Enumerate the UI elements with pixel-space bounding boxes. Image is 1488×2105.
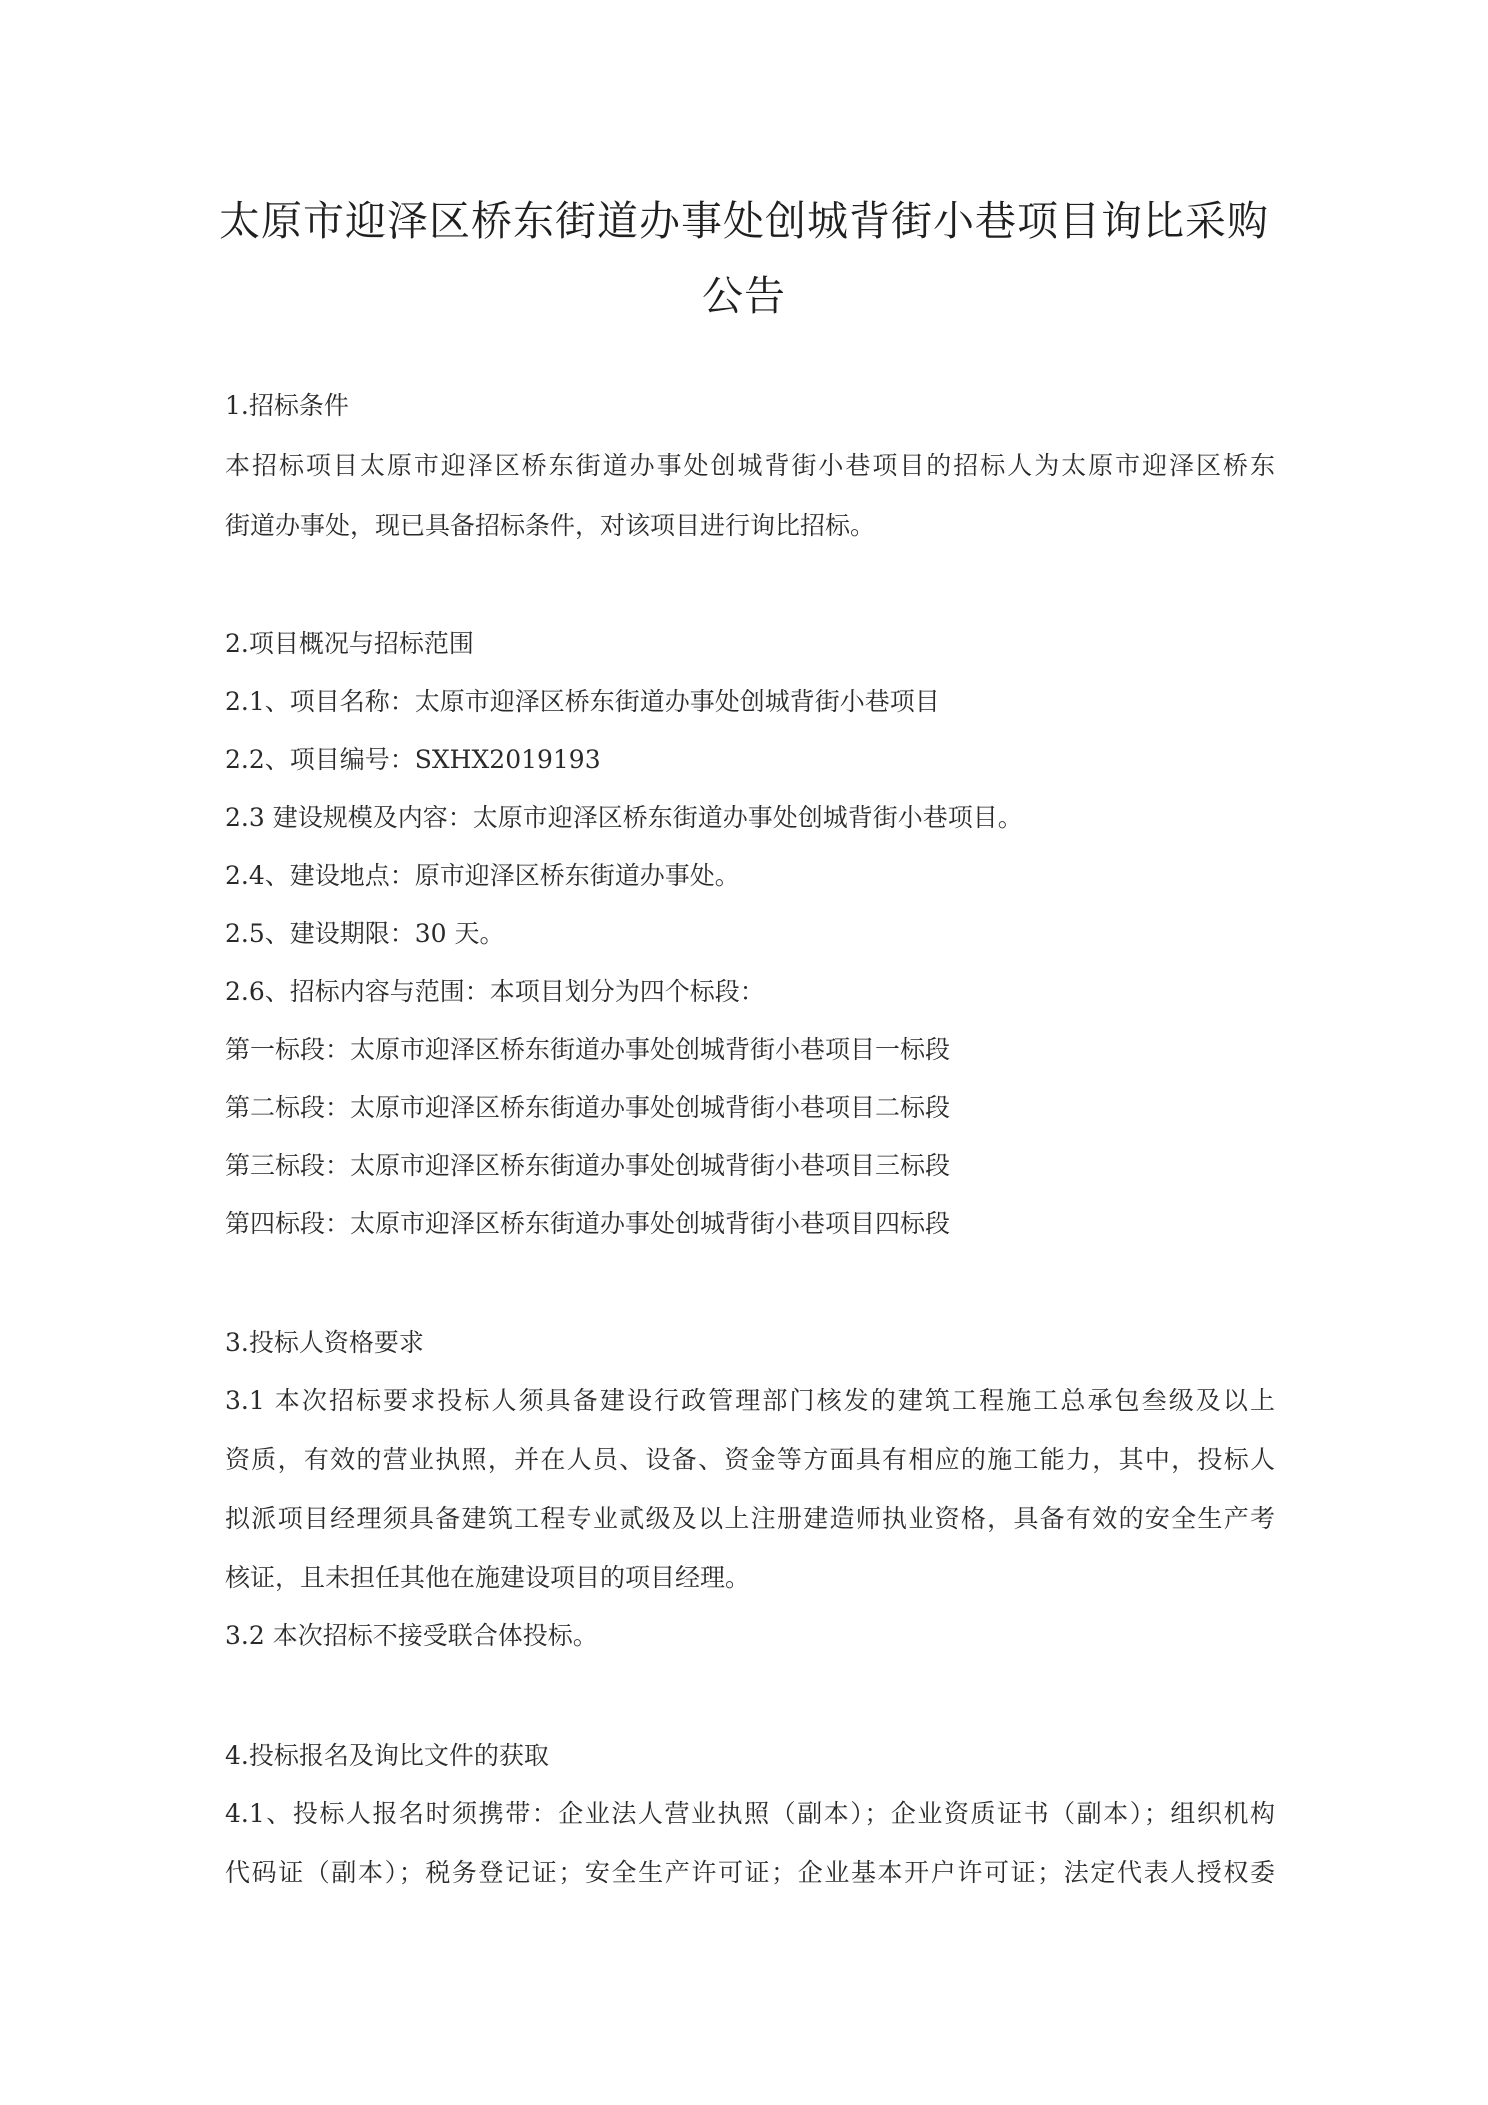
item-2-3: 2.3 建设规模及内容：太原市迎泽区桥东街道办事处创城背街小巷项目。 [225,803,1023,832]
item-2-2: 2.2、项目编号：SXHX2019193 [225,745,601,774]
item-3-2: 3.2 本次招标不接受联合体投标。 [225,1621,598,1650]
section1-heading: 1.招标条件 [225,391,349,420]
item-3-1-line3: 拟派项目经理须具备建筑工程专业贰级及以上注册建造师执业资格，具备有效的安全生产考 [225,1504,1275,1533]
section4-heading: 4.投标报名及询比文件的获取 [225,1741,549,1770]
item-2-1: 2.1、项目名称：太原市迎泽区桥东街道办事处创城背街小巷项目 [225,687,940,716]
lot-2: 第二标段：太原市迎泽区桥东街道办事处创城背街小巷项目二标段 [225,1093,951,1122]
section1-paragraph-line1: 本招标项目太原市迎泽区桥东街道办事处创城背街小巷项目的招标人为太原市迎泽区桥东 [225,451,1275,480]
section3-heading: 3.投标人资格要求 [225,1328,424,1357]
item-3-1-line2: 资质，有效的营业执照，并在人员、设备、资金等方面具有相应的施工能力，其中，投标人 [225,1445,1275,1474]
document-title-line2: 公告 [702,272,786,320]
item-3-1-line1: 3.1 本次招标要求投标人须具备建设行政管理部门核发的建筑工程施工总承包叁级及以上 [225,1386,1275,1415]
section1-paragraph-line2: 街道办事处，现已具备招标条件，对该项目进行询比招标。 [225,511,876,540]
document-title-line1: 太原市迎泽区桥东街道办事处创城背街小巷项目询比采购 [219,197,1269,245]
item-2-5: 2.5、建设期限：30 天。 [225,919,505,948]
item-4-1-line1: 4.1、投标人报名时须携带：企业法人营业执照（副本）；企业资质证书（副本）；组织机构 [225,1799,1275,1828]
item-3-1-line4: 核证，且未担任其他在施建设项目的项目经理。 [225,1563,751,1592]
item-2-4: 2.4、建设地点：原市迎泽区桥东街道办事处。 [225,861,740,890]
lot-3: 第三标段：太原市迎泽区桥东街道办事处创城背街小巷项目三标段 [225,1151,951,1180]
item-2-6: 2.6、招标内容与范围：本项目划分为四个标段： [225,977,765,1006]
lot-4: 第四标段：太原市迎泽区桥东街道办事处创城背街小巷项目四标段 [225,1209,951,1238]
item-4-1-line2: 代码证（副本）；税务登记证；安全生产许可证；企业基本开户许可证；法定代表人授权委 [225,1858,1275,1887]
section2-heading: 2.项目概况与招标范围 [225,629,474,658]
lot-1: 第一标段：太原市迎泽区桥东街道办事处创城背街小巷项目一标段 [225,1035,951,1064]
